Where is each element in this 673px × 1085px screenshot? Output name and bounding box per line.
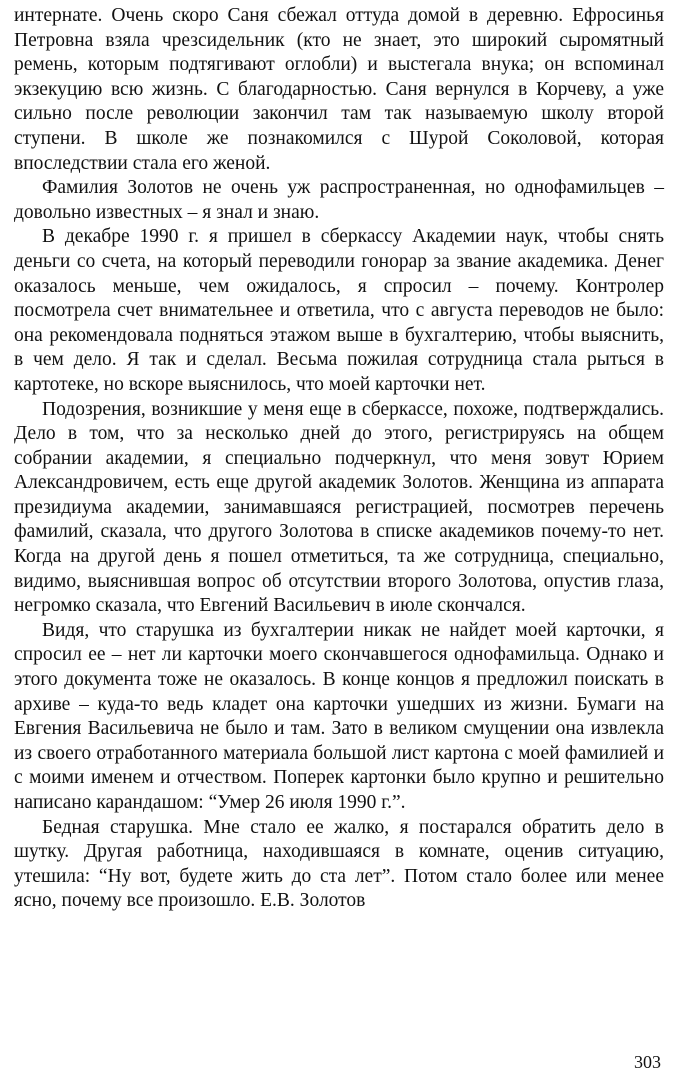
paragraph-old-lady: Бедная старушка. Мне стало ее жалко, я постарался обратить дело в шутку. Другая работница, находившаяся в комнате, оценив ситуацию, утешила: “Ну вот, будете жить до ста лет”. Потом стало более или менее ясно, почему все произошло. Е.В. Золотов: [14, 816, 664, 912]
paragraph-suspicions: Подозрения, возникшие у меня еще в сберкассе, похоже, подтверждались. Дело в том, что за несколько дней до этого, регистрируясь на общем собрании академии, я специально подчеркнул, что меня зовут Юрием Александровичем, есть еще другой академик Золотов. Женщина из аппарата президиума академии, занимавшаяся регистрацией, посмотрев перечень фамилий, сказала, что другого Золотова в списке академиков почему-то нет. Когда на другой день я пошел отметиться, та же сотрудница, специально, видимо, выяснившая вопрос об отсутствии второго Золотова, опустив глаза, негромко сказала, что Евгений Васильевич в июле скончался.: [14, 398, 664, 617]
paragraph-savings-bank: В декабре 1990 г. я пришел в сберкассу Академии наук, чтобы снять деньги со счета, на который переводили гонорар за звание академика. Денег оказалось меньше, чем ожидалось, я спросил – почему. Контролер посмотрела счет внимательнее и ответила, что с августа переводов не было: она рекомендовала подняться этажом выше в бухгалтерию, чтобы выяснить, в чем дело. Я так и сделал. Весьма пожилая сотрудница стала рыться в картотеке, но вскоре выяснилось, что моей карточки нет.: [14, 226, 664, 395]
page-body: [14, 4, 664, 914]
paragraph-card-search: Видя, что старушка из бухгалтерии никак не найдет моей карточки, я спросил ее – нет ли карточки моего скончавшегося однофамильца. Однако и этого документа тоже не оказалось. В конце концов я предложил поискать в архиве – куда-то ведь кладет она карточки ушедших из жизни. Бумаги на Евгения Васильевича не было и там. Зато в великом смущении она извлекла из своего отработанного материала большой лист картона с моей фамилией и с моими именем и отчеством. Поперек картонки было крупно и решительно написано карандашом: “Умер 26 июля 1990 г.”.: [14, 619, 664, 813]
paragraph-continuation: интернате. Очень скоро Саня сбежал оттуда домой в деревню. Ефросинья Петровна взяла чрезсидельник (кто не знает, это широкий сыромятный ремень, которым подтягивают оглобли) и выстегала внука; он вспоминал экзекуцию всю жизнь. С благодарностью. Саня вернулся в Корчеву, а уже сильно после революции закончил там так называемую школу второй ступени. В школе же познакомился с Шурой Соколовой, которая впоследствии стала его женой.: [14, 5, 664, 174]
paragraph-namesakes: Фамилия Золотов не очень уж распространенная, но однофамильцев – довольно известных – я знал и знаю.: [14, 177, 664, 223]
page-number: 303: [634, 1052, 661, 1072]
